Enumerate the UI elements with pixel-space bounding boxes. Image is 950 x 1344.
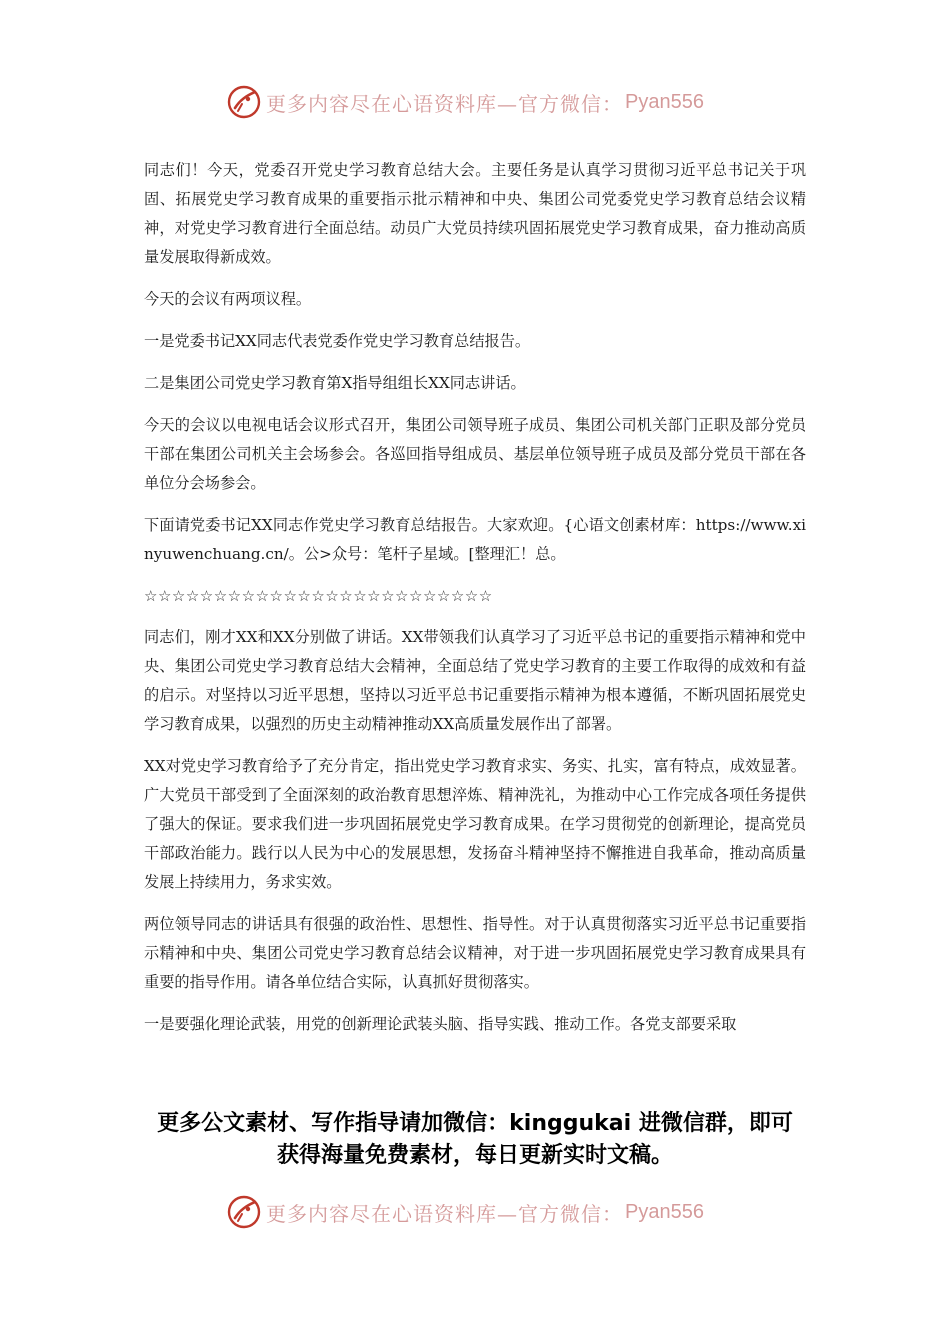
- header-wechat-id: Pyan556: [625, 90, 704, 113]
- footer-brand-text: 更多内容尽在心语资料库—官方微信：: [266, 1201, 623, 1226]
- brand-logo-icon: [226, 84, 262, 120]
- footer-banner: [0, 1192, 950, 1232]
- footer-wechat-id: Pyan556: [625, 1200, 704, 1223]
- paragraph-agenda-item-1: 一是党委书记XX同志代表党委作党史学习教育总结报告。: [144, 332, 531, 350]
- promo-block: [100, 1108, 850, 1172]
- paragraph-summary: 同志们，刚才XX和XX分别做了讲话。XX带领我们认真学习了习近平总书记的重要指示精神和党中央、集团公司党史学习教育总结大会精神，全面总结了党史学习教育的主要工作取得的成效和有益的启示。对坚持以习近平思想，坚持以习近平总书记重要指示精神为根本遵循，不断巩固拓展党史学习教育成果，以强烈的历史主动精神推动XX高质量发展作出了部署。: [144, 628, 806, 733]
- brand-logo-icon: [226, 1194, 262, 1230]
- document-body: [144, 156, 806, 1052]
- header-banner: [0, 82, 950, 122]
- star-divider: ☆☆☆☆☆☆☆☆☆☆☆☆☆☆☆☆☆☆☆☆☆☆☆☆☆: [144, 587, 493, 605]
- paragraph-agenda: 今天的会议有两项议程。: [144, 290, 312, 308]
- paragraph-invitation: 下面请党委书记XX同志作党史学习教育总结报告。大家欢迎。{心语文创素材库：https://www.xinyuwenchuang.cn/。公>众号：笔杆子星域。[整理汇！总。: [144, 516, 806, 563]
- paragraph-meeting-format: 今天的会议以电视电话会议形式召开，集团公司领导班子成员、集团公司机关部门正职及部分党员干部在集团公司机关主会场参会。各巡回指导组成员、基层单位领导班子成员及部分党员干部在各单位分会场参会。: [144, 416, 806, 492]
- promo-line-1: 更多公文素材、写作指导请加微信：kinggukai 进微信群，即可: [157, 1111, 793, 1136]
- paragraph-agenda-item-2: 二是集团公司党史学习教育第X指导组组长XX同志讲话。: [144, 374, 526, 392]
- paragraph-affirmation: XX对党史学习教育给予了充分肯定，指出党史学习教育求实、务实、扎实，富有特点，成效显著。广大党员干部受到了全面深刻的政治教育思想淬炼、精神洗礼，为推动中心工作完成各项任务提供了强大的保证。要求我们进一步巩固拓展党史学习教育成果。在学习贯彻党的创新理论，提高党员干部政治能力。践行以人民为中心的发展思想，发扬奋斗精神坚持不懈推进自我革命，推动高质量发展上持续用力，务求实效。: [144, 757, 806, 891]
- paragraph-opening: 同志们！今天，党委召开党史学习教育总结大会。主要任务是认真学习贯彻习近平总书记关于巩固、拓展党史学习教育成果的重要指示批示精神和中央、集团公司党委党史学习教育总结会议精神，对党史学习教育进行全面总结。动员广大党员持续巩固拓展党史学习教育成果，奋力推动高质量发展取得新成效。: [144, 161, 806, 266]
- header-brand-text: 更多内容尽在心语资料库—官方微信：: [266, 91, 623, 116]
- paragraph-guidance: 两位领导同志的讲话具有很强的政治性、思想性、指导性。对于认真贯彻落实习近平总书记重要指示精神和中央、集团公司党史学习教育总结会议精神，对于进一步巩固拓展党史学习教育成果具有重要的指导作用。请各单位结合实际，认真抓好贯彻落实。: [144, 915, 806, 991]
- paragraph-point-1: 一是要强化理论武装，用党的创新理论武装头脑、指导实践、推动工作。各党支部要采取: [144, 1015, 737, 1033]
- promo-line-2: 获得海量免费素材，每日更新实时文稿。: [276, 1143, 673, 1168]
